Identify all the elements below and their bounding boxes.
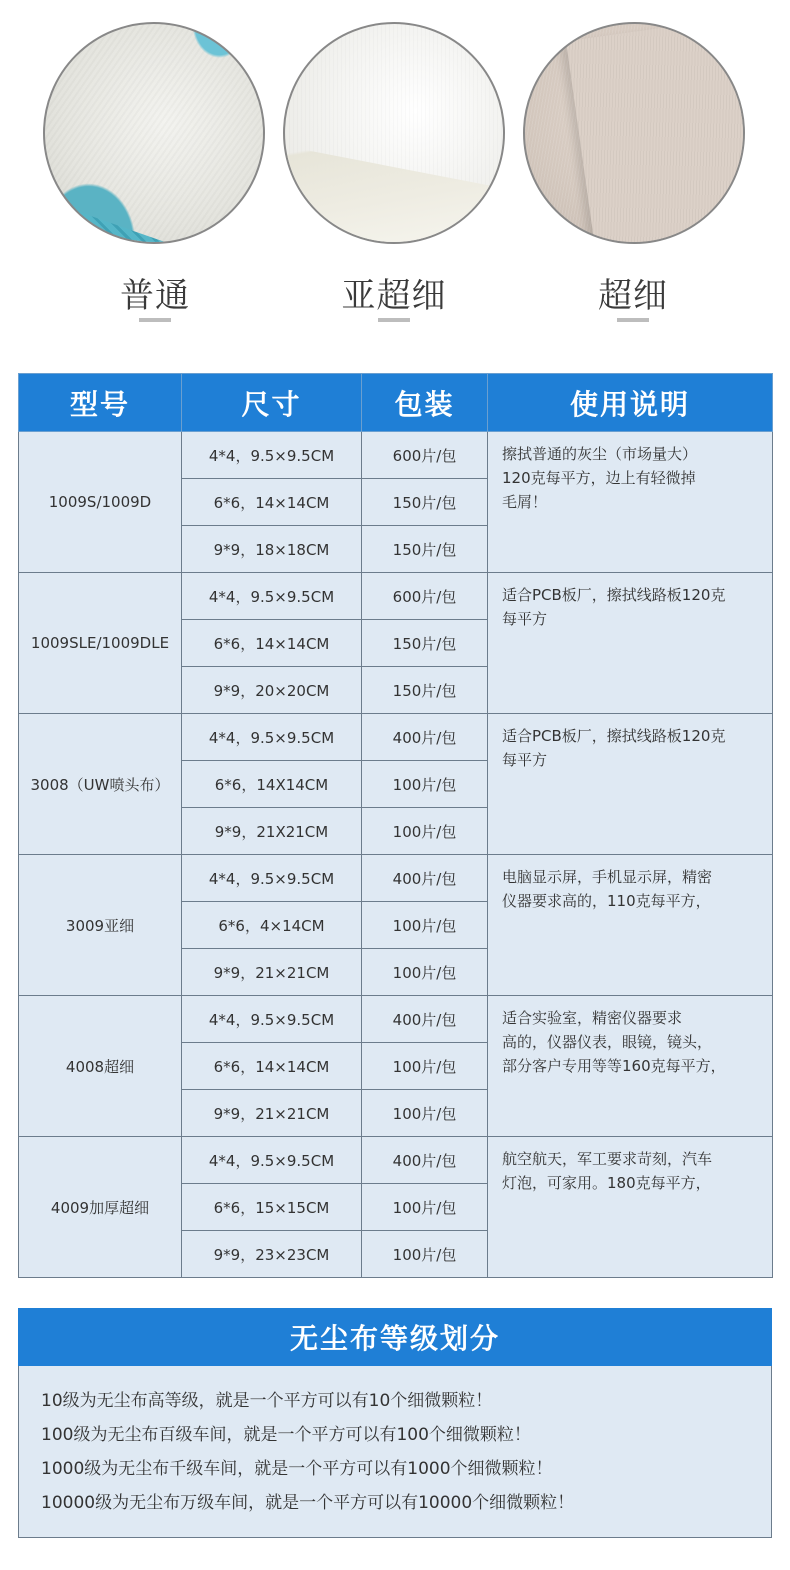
model-cell: 4008超细 (19, 996, 182, 1137)
header-model: 型号 (19, 374, 182, 432)
packaging-cell: 400片/包 (362, 1137, 488, 1184)
product-table (18, 373, 773, 1278)
header-size: 尺寸 (182, 374, 362, 432)
fabric-label-sub-microfiber: 亚超细 (341, 276, 447, 316)
usage-line: 适合PCB板厂，擦拭线路板120克 (502, 727, 726, 745)
table-header-row (19, 374, 773, 432)
table-row (19, 432, 773, 479)
usage-line: 120克每平方，边上有轻微掉 (502, 469, 696, 487)
label-underline (617, 318, 649, 322)
usage-line: 擦拭普通的灰尘（市场量大） (502, 445, 698, 463)
packaging-cell: 400片/包 (362, 855, 488, 902)
size-cell: 4*4，9.5×9.5CM (182, 1137, 362, 1184)
label-underline (378, 318, 410, 322)
packaging-cell: 150片/包 (362, 526, 488, 573)
size-cell: 9*9，20×20CM (182, 667, 362, 714)
grade-section-title: 无尘布等级划分 (18, 1308, 772, 1366)
table-row (19, 1137, 773, 1184)
table-row (19, 855, 773, 902)
grade-line: 10000级为无尘布万级车间，就是一个平方可以有10000个细微颗粒！ (41, 1493, 575, 1513)
packaging-cell: 100片/包 (362, 1184, 488, 1231)
grade-line: 1000级为无尘布千级车间，就是一个平方可以有1000个细微颗粒！ (41, 1459, 553, 1479)
size-cell: 6*6，14×14CM (182, 479, 362, 526)
model-cell: 3009亚细 (19, 855, 182, 996)
size-cell: 4*4，9.5×9.5CM (182, 855, 362, 902)
grade-line: 100级为无尘布百级车间，就是一个平方可以有100个细微颗粒！ (41, 1425, 531, 1445)
usage-cell (488, 996, 773, 1137)
usage-line: 高的，仪器仪表，眼镜，镜头， (502, 1033, 713, 1051)
packaging-cell: 150片/包 (362, 620, 488, 667)
table-row (19, 573, 773, 620)
size-cell: 4*4，9.5×9.5CM (182, 996, 362, 1043)
size-cell: 4*4，9.5×9.5CM (182, 573, 362, 620)
packaging-cell: 600片/包 (362, 432, 488, 479)
model-cell: 3008（UW喷头布） (19, 714, 182, 855)
usage-line: 适合实验室，精密仪器要求 (502, 1009, 683, 1027)
fabric-sheet (566, 22, 745, 244)
fabric-swatch-regular (43, 22, 265, 244)
usage-line: 航空航天，军工要求苛刻，汽车 (502, 1150, 713, 1168)
size-cell: 6*6，14X14CM (182, 761, 362, 808)
grade-line: 10级为无尘布高等级，就是一个平方可以有10个细微颗粒！ (41, 1391, 493, 1411)
fabric-label-regular: 普通 (120, 276, 190, 316)
packaging-cell: 100片/包 (362, 1090, 488, 1137)
size-cell: 9*9，23×23CM (182, 1231, 362, 1278)
packaging-cell: 100片/包 (362, 1231, 488, 1278)
size-cell: 4*4，9.5×9.5CM (182, 432, 362, 479)
model-cell: 1009SLE/1009DLE (19, 573, 182, 714)
size-cell: 9*9，21×21CM (182, 949, 362, 996)
model-cell: 4009加厚超细 (19, 1137, 182, 1278)
packaging-cell: 150片/包 (362, 667, 488, 714)
model-cell: 1009S/1009D (19, 432, 182, 573)
packaging-cell: 100片/包 (362, 902, 488, 949)
packaging-cell: 100片/包 (362, 808, 488, 855)
packaging-cell: 600片/包 (362, 573, 488, 620)
usage-line: 每平方 (502, 610, 548, 628)
header-packaging: 包装 (362, 374, 488, 432)
usage-cell (488, 1137, 773, 1278)
usage-line: 仪器要求高的，110克每平方， (502, 892, 711, 910)
usage-cell (488, 432, 773, 573)
size-cell: 9*9，21×21CM (182, 1090, 362, 1137)
fabric-backdrop (45, 182, 165, 242)
usage-line: 适合PCB板厂，擦拭线路板120克 (502, 586, 726, 604)
usage-cell (488, 714, 773, 855)
grade-section-body (18, 1366, 772, 1538)
size-cell: 6*6，14×14CM (182, 620, 362, 667)
packaging-cell: 400片/包 (362, 714, 488, 761)
fabric-swatch-sub-microfiber (283, 22, 505, 244)
packaging-cell: 100片/包 (362, 1043, 488, 1090)
fabric-swatch-microfiber (523, 22, 745, 244)
usage-line: 部分客户专用等等160克每平方， (502, 1057, 726, 1075)
size-cell: 6*6，14×14CM (182, 1043, 362, 1090)
packaging-cell: 400片/包 (362, 996, 488, 1043)
usage-cell (488, 573, 773, 714)
size-cell: 9*9，21X21CM (182, 808, 362, 855)
table-row (19, 996, 773, 1043)
packaging-cell: 150片/包 (362, 479, 488, 526)
size-cell: 6*6，15×15CM (182, 1184, 362, 1231)
label-underline (139, 318, 171, 322)
usage-line: 灯泡，可家用。180克每平方， (502, 1174, 711, 1192)
usage-line: 电脑显示屏，手机显示屏，精密 (502, 868, 713, 886)
packaging-cell: 100片/包 (362, 949, 488, 996)
size-cell: 9*9，18×18CM (182, 526, 362, 573)
fabric-label-microfiber: 超细 (598, 276, 668, 316)
packaging-cell: 100片/包 (362, 761, 488, 808)
usage-line: 毛屑！ (502, 493, 548, 511)
usage-cell (488, 855, 773, 996)
table-row (19, 714, 773, 761)
size-cell: 4*4，9.5×9.5CM (182, 714, 362, 761)
usage-line: 每平方 (502, 751, 548, 769)
header-usage: 使用说明 (488, 374, 773, 432)
size-cell: 6*6，4×14CM (182, 902, 362, 949)
fabric-fold (285, 122, 503, 242)
